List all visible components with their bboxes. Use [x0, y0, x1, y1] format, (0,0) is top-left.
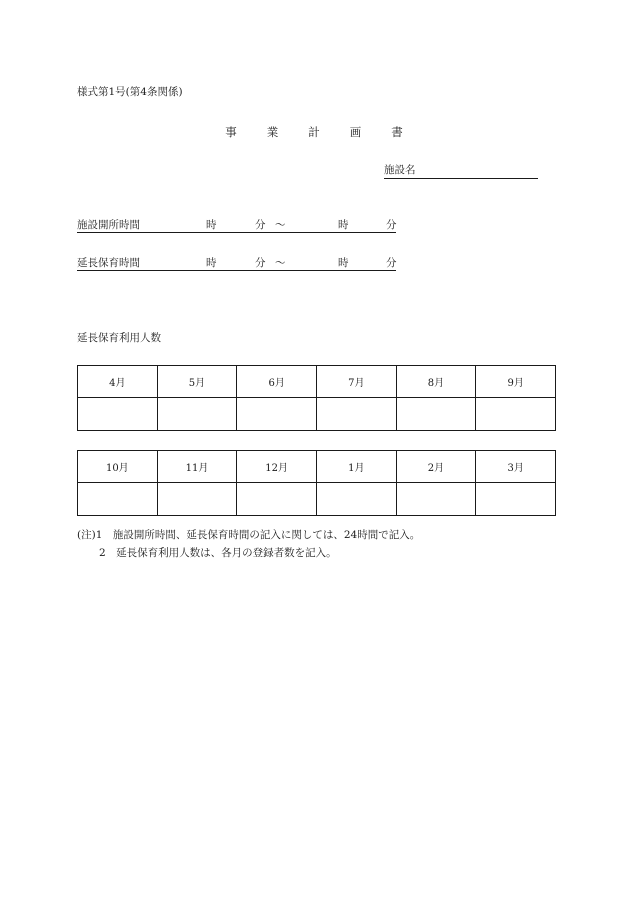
user-count-cell[interactable] [237, 483, 317, 516]
month-header: 3月 [476, 451, 556, 483]
user-count-cell[interactable] [157, 398, 237, 431]
user-count-cell[interactable] [78, 483, 158, 516]
month-header: 12月 [237, 451, 317, 483]
start-hour-unit: 時 [206, 257, 217, 269]
user-count-row [78, 398, 556, 431]
extended-care-hours-row[interactable] [77, 255, 396, 271]
user-count-cell[interactable] [78, 398, 158, 431]
month-header: 8月 [396, 366, 476, 398]
end-minute-unit: 分 [386, 257, 397, 269]
title-char: 業 [266, 125, 281, 139]
extended-care-hours-label: 延長保育時間 [77, 257, 140, 269]
title-char: 画 [349, 125, 364, 139]
monthly-users-table-apr-sep [77, 365, 556, 431]
facility-open-hours-label: 施設開所時間 [77, 219, 140, 231]
user-count-cell[interactable] [316, 483, 396, 516]
user-count-row [78, 483, 556, 516]
note-1: (注)1 施設開所時間、延長保育時間の記入に関しては、24時間で記入。 [77, 529, 421, 541]
month-header: 5月 [157, 366, 237, 398]
month-header: 1月 [316, 451, 396, 483]
end-hour-unit: 時 [338, 257, 349, 269]
end-hour-unit: 時 [338, 219, 349, 231]
month-header: 10月 [78, 451, 158, 483]
title-char: 計 [308, 125, 322, 139]
month-header: 6月 [237, 366, 317, 398]
form-number: 様式第1号(第4条関係) [77, 86, 183, 98]
user-count-cell[interactable] [396, 483, 476, 516]
user-count-cell[interactable] [476, 398, 556, 431]
month-header-row [78, 451, 556, 483]
monthly-users-table-oct-mar [77, 450, 556, 516]
month-header: 2月 [396, 451, 476, 483]
facility-name-field[interactable] [384, 162, 538, 179]
month-header: 4月 [78, 366, 158, 398]
facility-open-hours-row[interactable] [77, 217, 396, 233]
title-char: 事 [225, 125, 239, 139]
month-header: 7月 [316, 366, 396, 398]
document-title [0, 124, 630, 140]
month-header: 9月 [476, 366, 556, 398]
range-tilde: ～ [275, 219, 286, 231]
title-char: 書 [391, 125, 405, 139]
month-header: 11月 [157, 451, 237, 483]
facility-name-label: 施設名 [384, 164, 416, 176]
user-count-cell[interactable] [157, 483, 237, 516]
start-minute-unit: 分 [255, 219, 266, 231]
month-header-row [78, 366, 556, 398]
note-2: 2 延長保育利用人数は、各月の登録者数を記入。 [99, 547, 337, 559]
start-hour-unit: 時 [206, 219, 217, 231]
user-count-cell[interactable] [396, 398, 476, 431]
user-count-cell[interactable] [476, 483, 556, 516]
end-minute-unit: 分 [386, 219, 397, 231]
user-count-cell[interactable] [316, 398, 396, 431]
extended-care-users-heading: 延長保育利用人数 [77, 332, 161, 344]
user-count-cell[interactable] [237, 398, 317, 431]
range-tilde: ～ [275, 257, 286, 269]
start-minute-unit: 分 [255, 257, 266, 269]
